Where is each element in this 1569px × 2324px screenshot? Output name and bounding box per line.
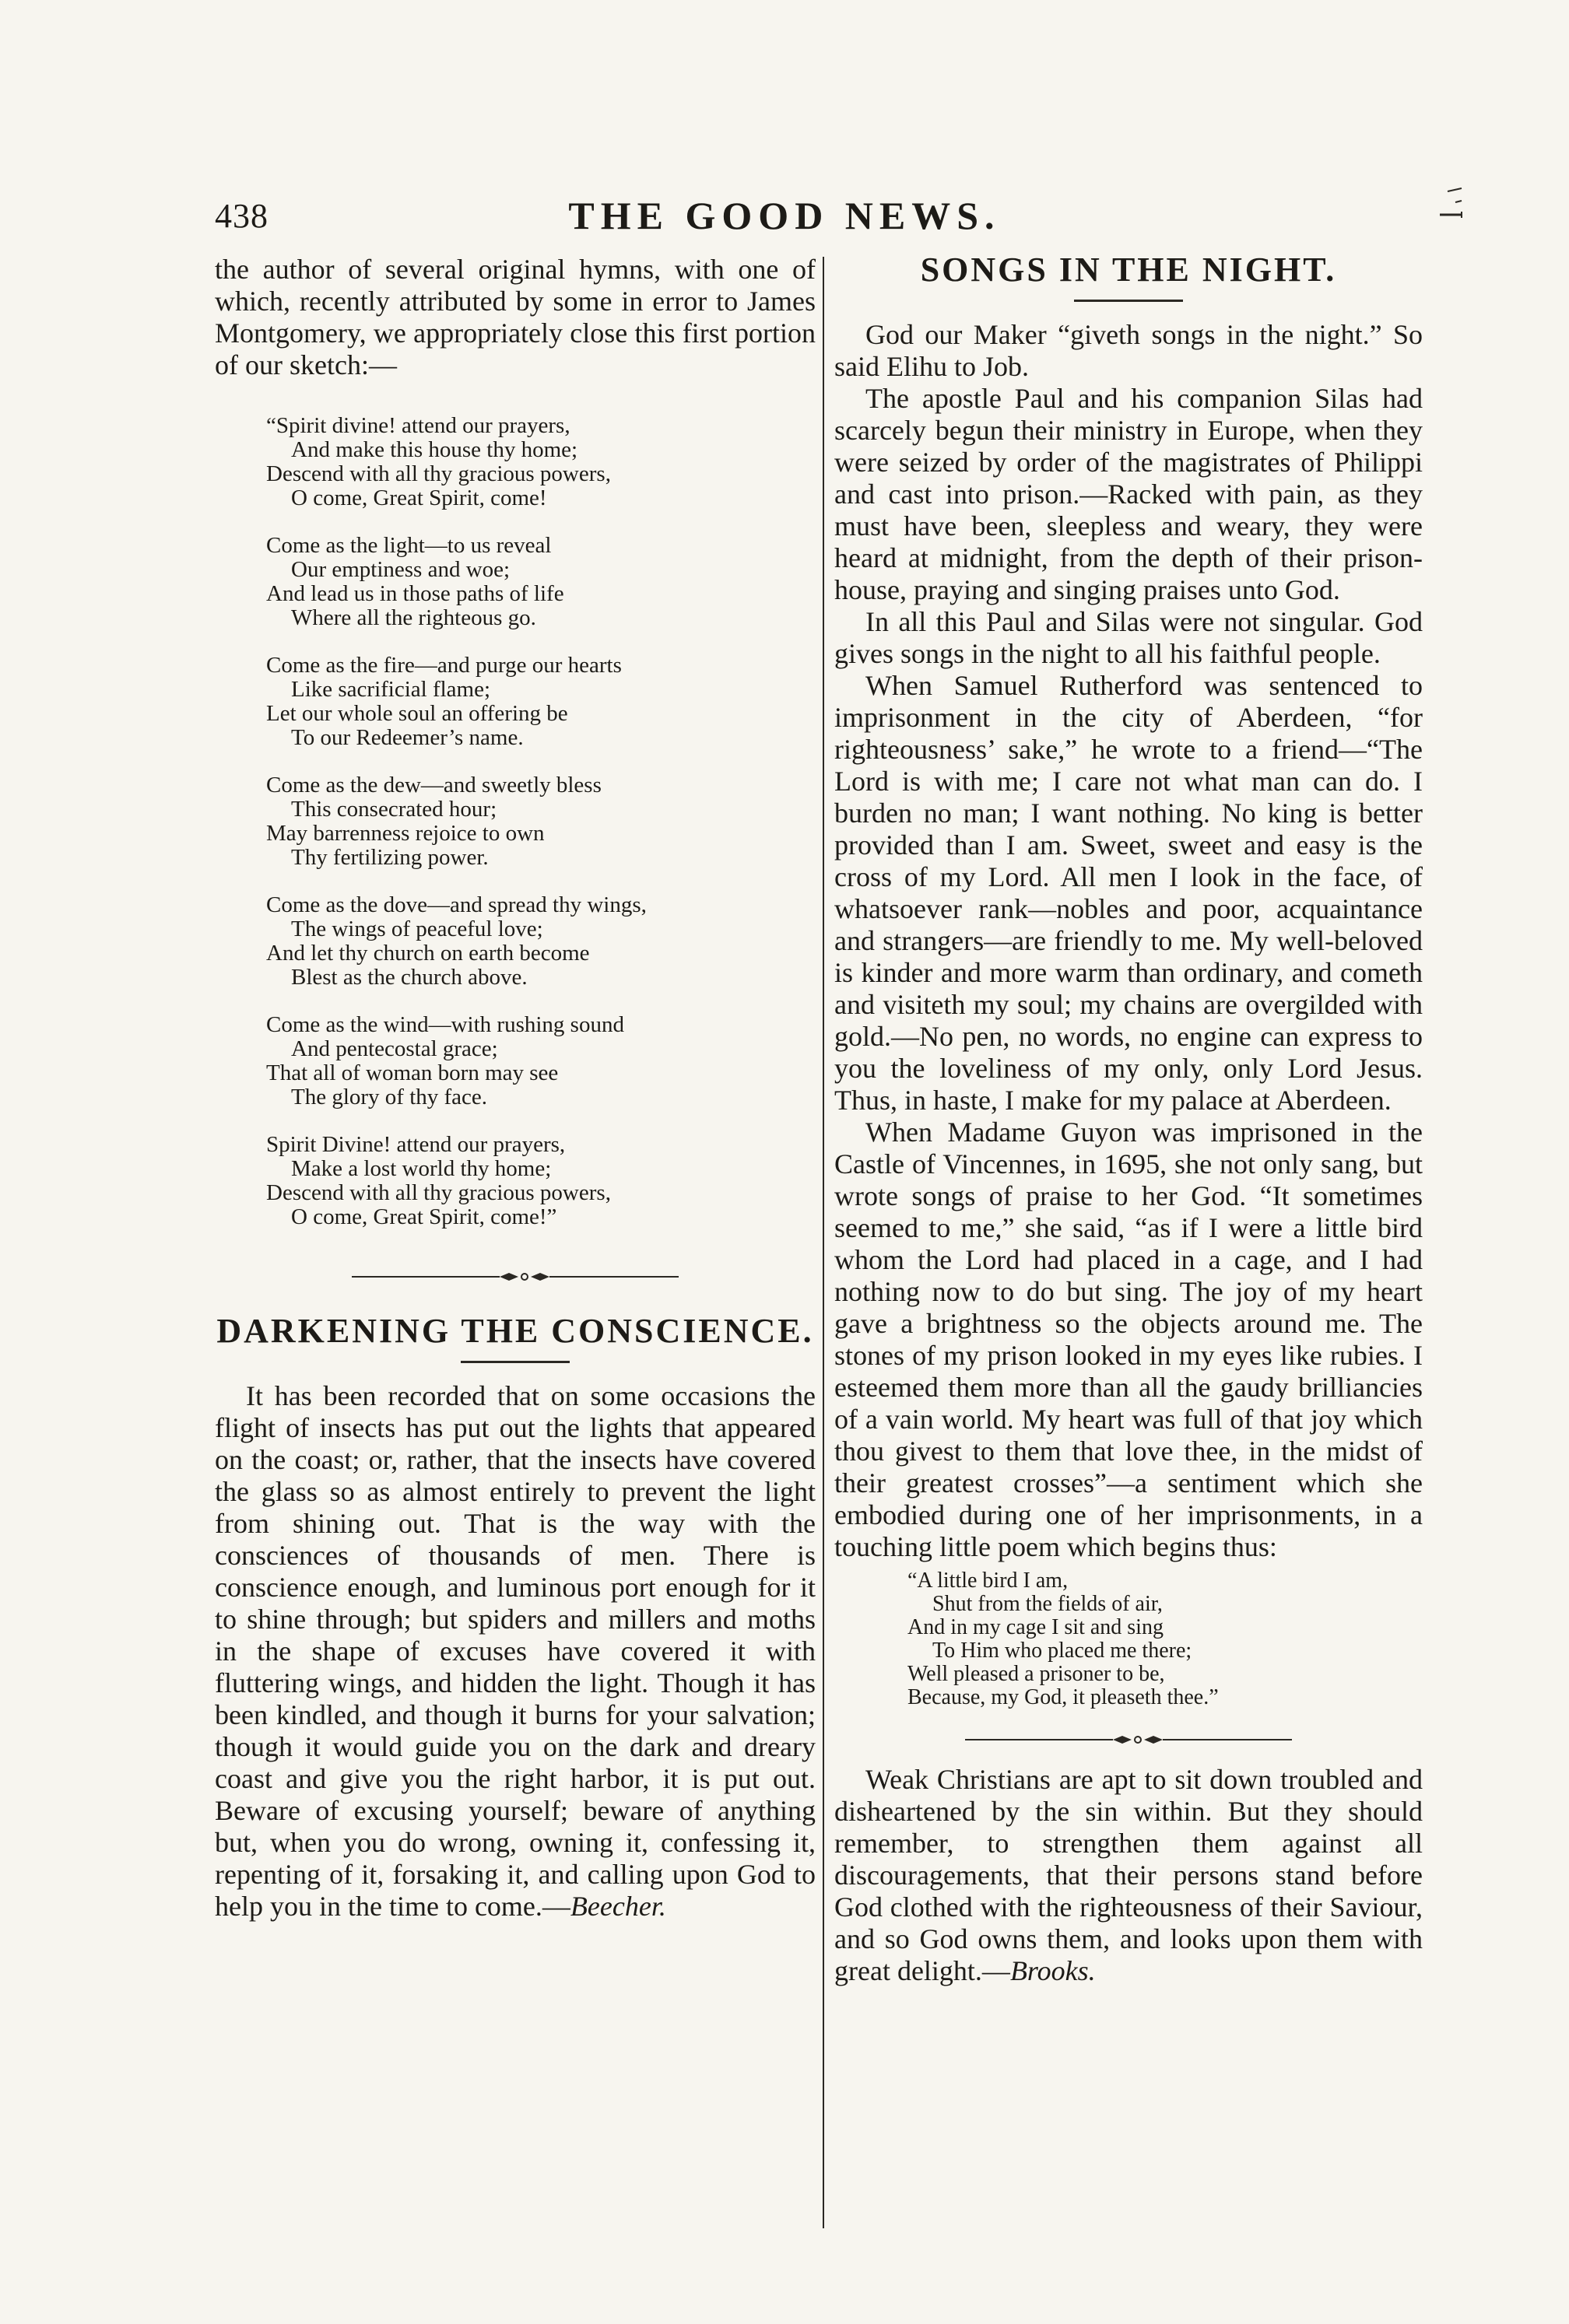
hymn-line: Come as the dew—and sweetly bless [266, 773, 602, 797]
hymn-line: The glory of thy face. [291, 1085, 488, 1109]
hymn-line: Where all the righteous go. [291, 605, 536, 630]
section-title-songs: SONGS IN THE NIGHT. [920, 251, 1337, 289]
closing-text: Weak Christians are apt to sit down troubled and disheartened by the sin within. But they should remember, to strengthen them against all discouragements, that their persons stand before God clothed with the righteousness of their Saviour, and so God owns them, and looks upon them with great delight.— [834, 1764, 1423, 1986]
hymn-line: That all of woman born may see [266, 1060, 559, 1085]
corner-mark [1429, 184, 1463, 219]
poem-line: Well pleased a prisoner to be, [907, 1662, 1165, 1686]
hymn-line: And lead us in those paths of life [266, 581, 564, 606]
right-column [834, 251, 1423, 1987]
column-divider [823, 257, 824, 2228]
hymn-line: Our emptiness and woe; [291, 557, 511, 582]
hymn-line: And pentecostal grace; [291, 1036, 498, 1061]
hymn-line: Make a lost world thy home; [291, 1156, 552, 1181]
poem-line: To Him who placed me there; [932, 1639, 1192, 1663]
hymn-line: May barrenness rejoice to own [266, 821, 545, 846]
page-number: 438 [215, 197, 269, 235]
hymn-line: Blest as the church above. [291, 965, 528, 990]
attribution-beecher: Beecher. [570, 1891, 666, 1922]
hymn-line: The wings of peaceful love; [291, 917, 543, 941]
section-title-darkening: DARKENING THE CONSCIENCE. [216, 1312, 814, 1350]
hymn-stanza [266, 893, 816, 990]
hymn-line: Come as the fire—and purge our hearts [266, 653, 622, 678]
title-rule [461, 1361, 570, 1363]
closing-paragraph [834, 1764, 1423, 1987]
hymn [266, 414, 816, 1229]
hymn-stanza [266, 654, 816, 750]
hymn-line: Come as the dove—and spread thy wings, [266, 892, 647, 917]
hymn-line: Descend with all thy gracious powers, [266, 461, 611, 486]
intro-paragraph: the author of several original hymns, with one of which, recently attributed by some in error to James Montgomery, we appropriately close this first portion of our sketch:— [215, 254, 816, 380]
title-rule [1074, 300, 1183, 302]
attribution-brooks: Brooks. [1009, 1955, 1096, 1986]
section-ornament [215, 1264, 816, 1287]
hymn-line: Thy fertilizing power. [291, 845, 489, 870]
hymn-line: “Spirit divine! attend our prayers, [266, 413, 570, 438]
hymn-stanza [266, 1133, 816, 1229]
hymn-line: Descend with all thy gracious powers, [266, 1180, 611, 1205]
poem-line: Because, my God, it pleaseth thee.” [907, 1685, 1219, 1709]
poem-line: “A little bird I am, [907, 1569, 1069, 1593]
hymn-line: And make this house thy home; [291, 437, 578, 462]
hymn-line: Let our whole soul an offering be [266, 701, 568, 726]
hymn-line: Spirit Divine! attend our prayers, [266, 1132, 566, 1157]
bird-poem [907, 1569, 1423, 1709]
darkening-body [215, 1380, 816, 1923]
hymn-stanza [266, 1013, 816, 1109]
hymn-stanza [266, 534, 816, 630]
hymn-line: Like sacrificial flame; [291, 677, 491, 702]
left-column [215, 254, 816, 1923]
hymn-line: O come, Great Spirit, come!” [291, 1204, 557, 1229]
darkening-body-text: It has been recorded that on some occasions the flight of insects has put out the lights that appeared on the coast; or, rather, that the insects have covered the glass so as almost entirely to prevent the light from shining out. That is the way with the consciences of thousands of men. There is conscience enough, and luminous port enough for it to shine through; but spiders and millers and moths in the shape of excuses have covered it with fluttering wings, and hidden the light. Though it has been kindled, and though it burns for your salvation; though it would guide you on the dark and dreary coast and give you the right harbor, it is put out. Beware of excusing yourself; beware of anything but, when you do wrong, owning it, confessing it, repenting of it, forsaking it, and calling upon God to help you in the time to come.— [215, 1380, 816, 1922]
poem-line: Shut from the fields of air, [932, 1592, 1163, 1616]
songs-paragraph: When Madame Guyon was imprisoned in the Castle of Vincennes, in 1695, she not only sang, but wrote songs of praise to her God. “It sometimes seemed to me,” she said, “as if I were a little bird whom the Lord had placed in a cage, and I had nothing now to do but sing. The joy of my heart gave a brightness so the objects around me. The stones of my prison looked in my eyes like rubies. I esteemed them more than all the gaudy brilliancies of a vain world. My heart was full of that joy which thou givest to them that love thee, in the midst of their greatest crosses”—a sentiment which she embodied during one of her imprisonments, in a touching little poem which begins thus: [834, 1116, 1423, 1562]
hymn-stanza [266, 773, 816, 870]
hymn-line: And let thy church on earth become [266, 941, 590, 966]
hymn-line: Come as the light—to us reveal [266, 533, 552, 558]
poem-line: And in my cage I sit and sing [907, 1615, 1164, 1639]
songs-paragraph: When Samuel Rutherford was sentenced to imprisonment in the city of Aberdeen, “for righteousness’ sake,” he wrote to a friend—“The Lord is with me; I care not what man can do. I burden no man; I want nothing. No king is better provided than I am. Sweet, sweet and easy is the cross of my Lord. All men I look in the face, of whatsoever rank—nobles and poor, acquaintance and strangers—are friendly to me. My well-beloved is kinder and more warm than ordinary, and cometh and visiteth my soul; my chains are overgilded with gold.—No pen, no words, no engine can express to you the loveliness of my only, only Lord Jesus. Thus, in haste, I make for my palace at Aberdeen. [834, 670, 1423, 1116]
songs-paragraph: God our Maker “giveth songs in the night.” So said Elihu to Job. [834, 319, 1423, 382]
hymn-line: This consecrated hour; [291, 797, 497, 822]
hymn-stanza [266, 414, 816, 510]
section-ornament [834, 1726, 1423, 1750]
hymn-line: Come as the wind—with rushing sound [266, 1012, 624, 1037]
songs-paragraph: In all this Paul and Silas were not singular. God gives songs in the night to all his faithful people. [834, 606, 1423, 669]
songs-paragraph: The apostle Paul and his companion Silas had scarcely begun their ministry in Europe, when they were seized by order of the magistrates of Philippi and cast into prison.—Racked with pain, as they must have been, sleepless and weary, they were heard at midnight, from the depth of their prison-house, praying and singing praises unto God. [834, 383, 1423, 605]
hymn-line: O come, Great Spirit, come! [291, 485, 547, 510]
hymn-line: To our Redeemer’s name. [291, 725, 524, 750]
running-title: THE GOOD NEWS. [568, 194, 1001, 237]
